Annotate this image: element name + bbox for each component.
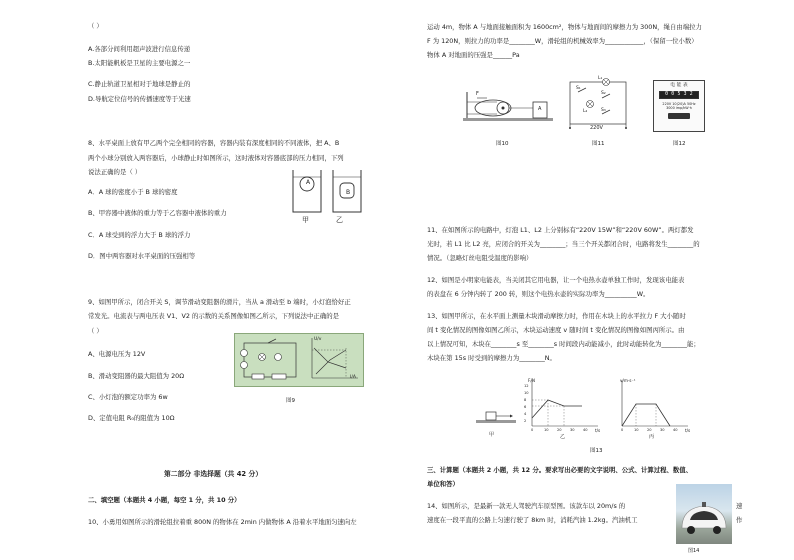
car-icon <box>676 484 732 544</box>
fig13-yi-y-tick-4: 4 <box>524 412 527 416</box>
switch-s-icon <box>268 339 276 343</box>
fig11-voltage: 220V <box>590 125 603 131</box>
ball-a-label: A <box>305 179 311 186</box>
fig13-yi-x-tick-2: 20 <box>557 428 562 432</box>
q9-graph-x-label: I/A <box>350 375 356 380</box>
fig13-yi-x-tick-4: 40 <box>583 428 588 432</box>
fig13-bing-x-tick-0: 0 <box>621 428 624 432</box>
fig13-yi-x-tick-3: 30 <box>570 428 575 432</box>
q10-line-4: 物体 A 对地面的压强是______Pa <box>427 51 520 59</box>
q11-line-1: 11、在如图所示的电路中，灯泡 L1、L2 上分别标有“220V 15W”和“220V 60W”。两灯都发 <box>427 226 694 234</box>
q12-line-2: 的表盘在 6 分钟内转了 200 转，则这个电热水壶的实际功率为__________W。 <box>427 290 650 298</box>
meter-spec-1: 220V 10(20)A 50Hz <box>662 101 696 106</box>
q8-line-2: 两个小球分别放入两容器后，小球静止时如图所示，这时液体对容器底部的压力相同，下列 <box>88 154 344 162</box>
fig14-car-photo <box>676 484 732 544</box>
q10-line-1: 10、小勇用如图所示的滑轮组拉着重 800N 的物体在 2min 内做物体 A 沿着水平地面匀速向左 <box>88 518 357 526</box>
q9-line-1: 9、如图甲所示，闭合开关 S，调节滑动变阻器的滑片，当从 a 滑动至 b 端时，小灯泡恰好正 <box>88 298 351 306</box>
q9-figure-label: 图9 <box>286 398 295 404</box>
fig13-yi-x-tick-1: 10 <box>544 428 549 432</box>
fig11-label: 图11 <box>592 141 605 147</box>
fig12-label: 图12 <box>673 141 686 147</box>
fig13-yi-y-tick-0: 12 <box>524 384 529 388</box>
q8-line-3: 说法正确的是（ ） <box>88 168 142 176</box>
q10-line-3: F 为 120N，则拉力的功率是________W，滑轮组的机械效率为____________，（保留一位小数） <box>427 37 698 45</box>
q11-line-3: 情况。（忽略灯丝电阻受温度的影响） <box>427 254 533 262</box>
ammeter-icon <box>241 362 248 369</box>
q13-line-1: 13、如图甲所示，在水平面上测量木块滑动摩擦力时，作用在木块上的水平拉力 F 大小随时 <box>427 312 686 320</box>
label-yi: 乙 <box>336 216 343 224</box>
fig13-yi-y-tick-5: 2 <box>524 419 527 423</box>
label-jia: 甲 <box>302 216 309 224</box>
q8-option-a: A．A 球的密度小于 B 球的密度 <box>88 188 178 196</box>
q7-option-b: B.太阳能帆板是卫星的主要电源之一 <box>88 59 191 67</box>
voltmeter-v2-icon <box>275 354 282 361</box>
q7-option-d: D.导航定位信号的传播速度等于光速 <box>88 95 191 103</box>
fig13-yi-xlabel: t/s <box>595 428 601 433</box>
meter-title: 电 能 表 <box>670 83 688 88</box>
q8-line-1: 8、水平桌面上放有甲乙两个完全相同的容器，容器内装有深度相同的不同液体，把 A、B <box>88 139 340 147</box>
fig13-yi-graph <box>522 378 602 432</box>
fig13-yi-ylabel: F/N <box>528 378 535 383</box>
part2-section-heading: 二、填空题（本题共 4 小题，每空 1 分，共 10 分） <box>88 496 241 504</box>
q7-option-c: C.静止轨道卫星相对于地球是静止的 <box>88 80 191 88</box>
fig11-s2: S₂ <box>601 91 606 96</box>
fig12-meter <box>653 80 705 132</box>
fig13-bing-x-tick-1: 10 <box>634 428 639 432</box>
fig13-bing-x-tick-2: 20 <box>647 428 652 432</box>
meter-reading: 0 0 5 3 2 <box>659 91 699 99</box>
rheostat-icon <box>272 374 286 379</box>
fig11-s3: S₃ <box>601 108 606 113</box>
meter-spec-2: 3000 imp/kW·h <box>666 106 692 111</box>
fig11-s1: S₁ <box>576 86 581 91</box>
q13-line-4: 木块在第 15s 时受到的摩擦力为________N。 <box>427 354 556 362</box>
fig13-bing-xlabel: t/s <box>685 428 691 433</box>
q7-bracket: （ ） <box>88 22 103 30</box>
fig13-yi: 乙 <box>560 434 566 440</box>
part2-title: 第二部分 非选择题（共 42 分） <box>164 470 263 478</box>
fig10-label: 图10 <box>496 141 509 147</box>
ball-b-label: B <box>345 189 351 196</box>
fig13-yi-y-tick-1: 10 <box>524 391 529 395</box>
fig11-l1: L₁ <box>598 76 603 81</box>
q9-option-b: B、滑动变阻器的最大阻值为 20Ω <box>88 372 185 380</box>
fig10-a-label: A <box>538 106 542 112</box>
q14-line-1: 14、如图所示，是最新一款无人驾驶汽车原型图。该款车以 20m/s 的 <box>427 502 626 510</box>
q12-line-1: 12、如图是小明家电能表，当关闭其它用电器，让一个电热水壶单独工作时，发现该电能表 <box>427 276 685 284</box>
fig13-yi-x-tick-0: 0 <box>531 428 534 432</box>
fig13-yi-y-tick-3: 6 <box>524 405 527 409</box>
q9-option-a: A、电源电压为 12V <box>88 350 146 358</box>
q14-right-1: 速 <box>736 502 743 510</box>
q14-line-2: 速度在一段平直的公路上匀速行驶了 8km 时，消耗汽油 1.2kg。汽油机工 <box>427 516 638 524</box>
q14-right-2: 作 <box>736 516 743 524</box>
part3-title-line-2: 单位和答） <box>427 480 459 488</box>
q8-option-c: C．A 球受到的浮力大于 B 球的浮力 <box>88 231 191 239</box>
q7-option-a: A.各部分间利用超声波进行信息传递 <box>88 45 191 53</box>
q9-option-c: C、小灯泡的额定功率为 6w <box>88 393 168 401</box>
part3-title-line-1: 三、计算题（本题共 2 小题，共 12 分。要求写出必要的文字说明、公式、计算过程、数值、 <box>427 466 693 474</box>
fig13-jia-diagram <box>476 402 520 428</box>
fig13-yi-y-tick-2: 8 <box>524 398 527 402</box>
fig13-bing-graph <box>612 378 692 432</box>
meter-terminal <box>668 113 690 119</box>
resistor-r0-icon <box>252 374 264 379</box>
fig13-jia: 甲 <box>489 432 495 438</box>
q9-circuit-diagram <box>238 337 304 383</box>
q9-line-2: 常发光。电流表与两电压表 V1、V2 的示数的关系图像如图乙所示，下列说法中正确的是 <box>88 312 339 320</box>
fig13-label: 图13 <box>590 448 603 454</box>
q9-line-3: （ ） <box>88 327 103 335</box>
q8-option-b: B、甲容器中液体的重力等于乙容器中液体的重力 <box>88 209 227 217</box>
fig13-bing-x-tick-4: 40 <box>673 428 678 432</box>
voltmeter-v1-icon <box>241 350 248 357</box>
q10-line-2: 运动 4m，物体 A 与地面接触面积为 1600cm²，物体与地面间的摩擦力为 300N，绳自由端拉力 <box>427 23 702 31</box>
q9-graph-y-label: U/v <box>314 337 322 342</box>
fig14-label: 图14 <box>688 548 700 554</box>
fig13-bing-x-tick-3: 30 <box>660 428 665 432</box>
fig10-f-label: F <box>476 91 479 97</box>
q11-line-2: 光时，若 L1 比 L2 亮，应闭合的开关为________；当三个开关都闭合时，电路将发生________的 <box>427 240 700 248</box>
q13-line-3: 以上情况可知，木块在________s 至________s 时间段内动能减小，此时动能转化为________能； <box>427 340 700 348</box>
q13-line-2: 间 t 变化情况的图像如图乙所示，木块运动速度 v 随时间 t 变化情况的图像如图丙所示。由 <box>427 326 685 334</box>
fig13-bing-ylabel: v/m·s⁻¹ <box>620 378 636 383</box>
q9-option-d: D、定值电阻 R₀的阻值为 10Ω <box>88 414 175 422</box>
fig13-bing: 丙 <box>649 434 655 440</box>
q8-option-d: D．图中两容器对水平桌面的压强相等 <box>88 252 196 260</box>
fig11-l2: L₂ <box>583 109 588 114</box>
